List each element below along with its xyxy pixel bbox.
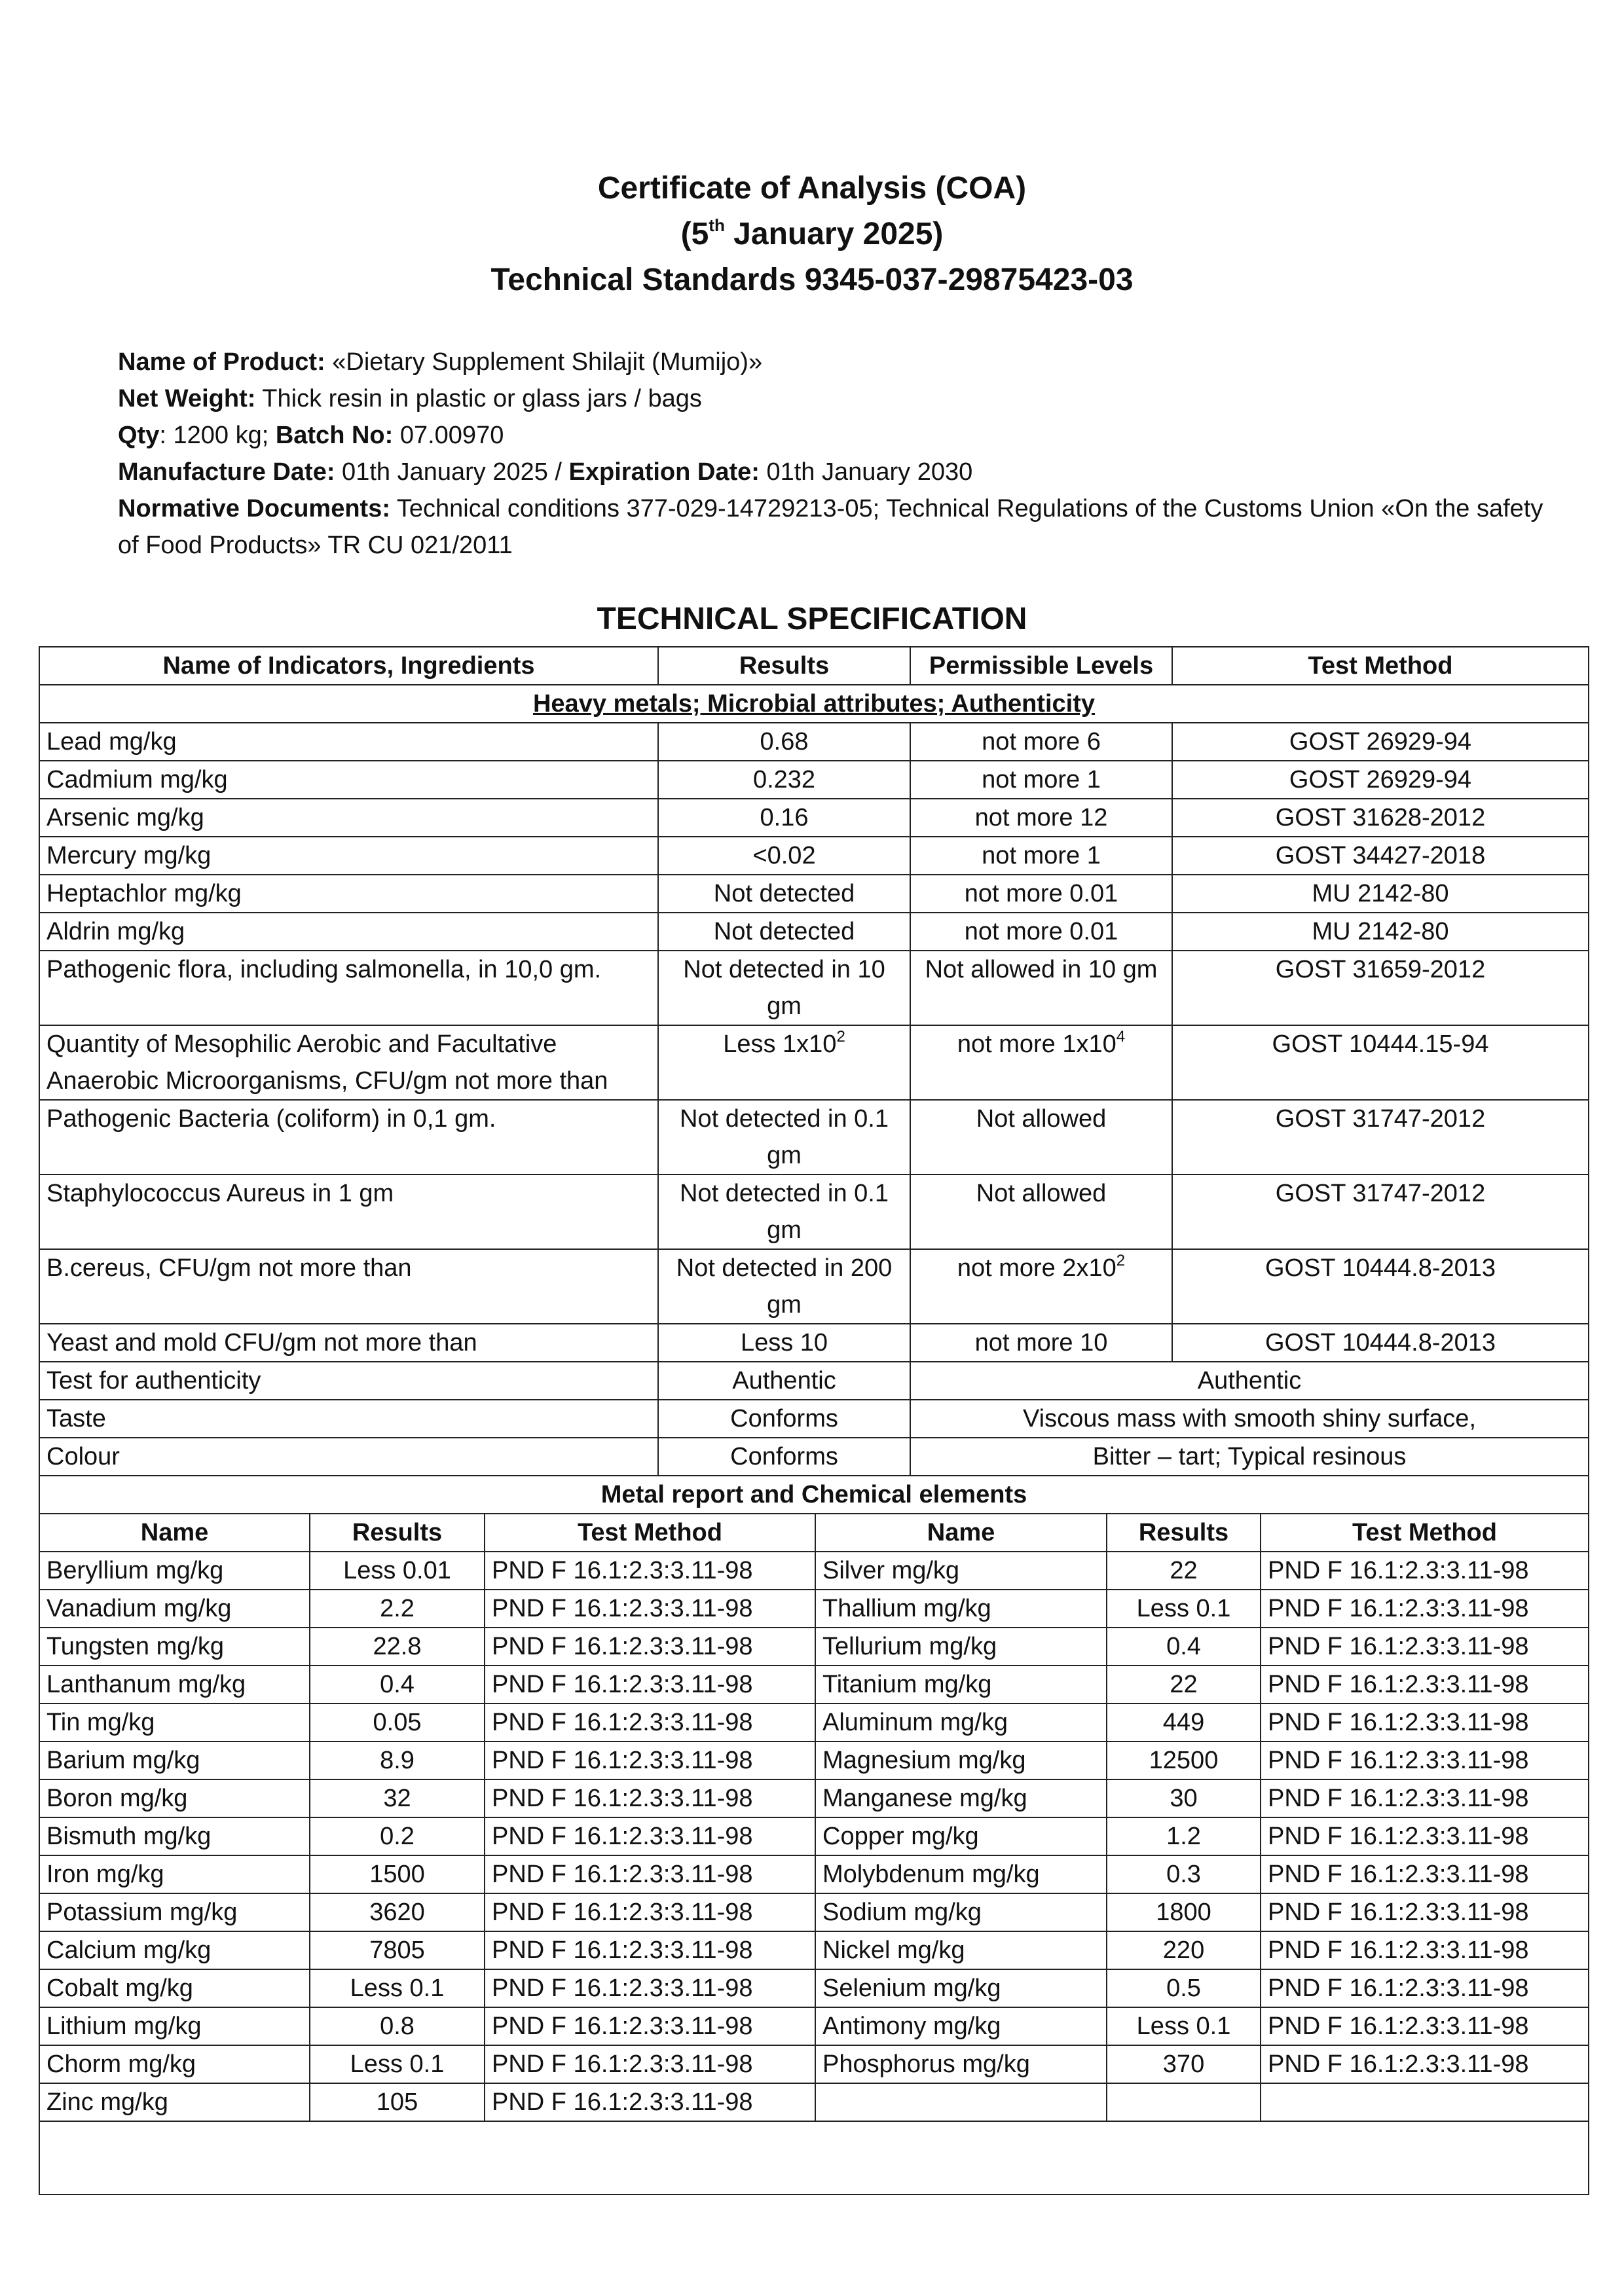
document-date: (5th January 2025) bbox=[680, 215, 944, 251]
merged-row bbox=[39, 1438, 1589, 1476]
element-name: Bismuth mg/kg bbox=[39, 1817, 310, 1855]
indicator-name: Aldrin mg/kg bbox=[39, 913, 658, 951]
element-method: PND F 16.1:2.3:3.11-98 bbox=[1261, 2045, 1589, 2083]
header-cell: Test Method bbox=[1261, 1514, 1589, 1552]
spec-row bbox=[39, 1249, 1589, 1324]
element-method: PND F 16.1:2.3:3.11-98 bbox=[1261, 1590, 1589, 1628]
element-method: PND F 16.1:2.3:3.11-98 bbox=[1261, 1741, 1589, 1779]
element-result: 2.2 bbox=[310, 1590, 485, 1628]
element-name: Barium mg/kg bbox=[39, 1741, 310, 1779]
indicator-name: Pathogenic flora, including salmonella, in 10,0 gm. bbox=[39, 951, 658, 1025]
element-name: Cobalt mg/kg bbox=[39, 1969, 310, 2007]
spec-row bbox=[39, 1025, 1589, 1100]
indicator-name: Heptachlor mg/kg bbox=[39, 875, 658, 913]
element-name: Boron mg/kg bbox=[39, 1779, 310, 1817]
result-value: 0.68 bbox=[760, 728, 809, 756]
result-cell bbox=[658, 1175, 910, 1249]
metal-row bbox=[39, 1628, 1589, 1666]
indicator-name: Yeast and mold CFU/gm not more than bbox=[39, 1324, 658, 1362]
result-value: 0.232 bbox=[752, 766, 816, 793]
element-method bbox=[1261, 2083, 1589, 2121]
element-result: 30 bbox=[1107, 1779, 1261, 1817]
result-value: <0.02 bbox=[752, 842, 816, 869]
normative-documents-line: Normative Documents: Technical conditions 377-029-14729213-05; Technical Regulations of the Customs Union «On the safety of Food Products» TR CU 021/2011 bbox=[118, 495, 1543, 559]
element-method: PND F 16.1:2.3:3.11-98 bbox=[1261, 1931, 1589, 1969]
merged-row bbox=[39, 1362, 1589, 1400]
limit-cell bbox=[910, 913, 1172, 951]
document-title: Certificate of Analysis (COA) bbox=[597, 171, 1027, 206]
header-cell: Test Method bbox=[1172, 647, 1589, 685]
indicator-name: Taste bbox=[39, 1400, 658, 1438]
metal-row bbox=[39, 1817, 1589, 1855]
indicator-name: Test for authenticity bbox=[39, 1362, 658, 1400]
header-cell: Name of Indicators, Ingredients bbox=[39, 647, 658, 685]
result-exponent: 2 bbox=[836, 1028, 845, 1046]
spec-row bbox=[39, 1175, 1589, 1249]
limit-value: not more 10 bbox=[974, 1329, 1108, 1357]
element-name: Lanthanum mg/kg bbox=[39, 1666, 310, 1704]
spec-row bbox=[39, 913, 1589, 951]
element-result bbox=[1107, 2083, 1261, 2121]
element-result: 0.4 bbox=[1107, 1628, 1261, 1666]
metal-section-row bbox=[39, 1476, 1589, 1514]
element-result: 1800 bbox=[1107, 1893, 1261, 1931]
element-result: 7805 bbox=[310, 1931, 485, 1969]
spec-heading: TECHNICAL SPECIFICATION bbox=[597, 602, 1027, 636]
indicator-name: Mercury mg/kg bbox=[39, 837, 658, 875]
section-row bbox=[39, 685, 1589, 723]
element-result: 0.8 bbox=[310, 2007, 485, 2045]
limit-value: not more 1 bbox=[982, 842, 1101, 869]
element-name: Titanium mg/kg bbox=[815, 1666, 1107, 1704]
result-value: Less 1x10 bbox=[723, 1030, 837, 1058]
metal-row bbox=[39, 1704, 1589, 1741]
limit-value: not more 1x10 bbox=[957, 1030, 1116, 1058]
merged-value-cell: Authentic bbox=[910, 1362, 1589, 1400]
spec-row bbox=[39, 837, 1589, 875]
header-cell: Name bbox=[815, 1514, 1107, 1552]
element-result: 3620 bbox=[310, 1893, 485, 1931]
metal-row bbox=[39, 2083, 1589, 2121]
element-result: 0.05 bbox=[310, 1704, 485, 1741]
metal-row bbox=[39, 1666, 1589, 1704]
element-result: Less 0.1 bbox=[1107, 2007, 1261, 2045]
method-cell: GOST 31659-2012 bbox=[1172, 951, 1589, 1025]
result-value: Less 10 bbox=[740, 1329, 828, 1357]
indicator-name: B.cereus, CFU/gm not more than bbox=[39, 1249, 658, 1324]
limit-value: not more 2x10 bbox=[957, 1254, 1116, 1282]
result-value: Not detected bbox=[713, 918, 855, 945]
element-method: PND F 16.1:2.3:3.11-98 bbox=[1261, 1666, 1589, 1704]
section-title: Heavy metals; Microbial attributes; Authenticity bbox=[532, 690, 1095, 718]
element-result: 12500 bbox=[1107, 1741, 1261, 1779]
element-method: PND F 16.1:2.3:3.11-98 bbox=[1261, 1969, 1589, 2007]
spec-row bbox=[39, 1324, 1589, 1362]
element-method: PND F 16.1:2.3:3.11-98 bbox=[1261, 1704, 1589, 1741]
element-method: PND F 16.1:2.3:3.11-98 bbox=[1261, 1893, 1589, 1931]
element-method: PND F 16.1:2.3:3.11-98 bbox=[1261, 1628, 1589, 1666]
element-name: Potassium mg/kg bbox=[39, 1893, 310, 1931]
element-method: PND F 16.1:2.3:3.11-98 bbox=[1261, 1855, 1589, 1893]
element-result: 22 bbox=[1107, 1666, 1261, 1704]
metal-row bbox=[39, 1741, 1589, 1779]
spec-row bbox=[39, 1100, 1589, 1175]
limit-cell bbox=[910, 1025, 1172, 1100]
element-result: 220 bbox=[1107, 1931, 1261, 1969]
element-result: Less 0.1 bbox=[310, 2045, 485, 2083]
product-name-line: Name of Product: «Dietary Supplement Shilajit (Mumijo)» bbox=[118, 348, 763, 376]
spec-row bbox=[39, 799, 1589, 837]
net-weight-line: Net Weight: Thick resin in plastic or glass jars / bags bbox=[118, 385, 702, 412]
element-name: Sodium mg/kg bbox=[815, 1893, 1107, 1931]
metal-row bbox=[39, 1893, 1589, 1931]
element-name: Calcium mg/kg bbox=[39, 1931, 310, 1969]
limit-cell bbox=[910, 1175, 1172, 1249]
method-cell: GOST 34427-2018 bbox=[1172, 837, 1589, 875]
element-result: 1.2 bbox=[1107, 1817, 1261, 1855]
element-result: 22 bbox=[1107, 1552, 1261, 1590]
merged-row bbox=[39, 1400, 1589, 1438]
indicator-name: Colour bbox=[39, 1438, 658, 1476]
indicator-name: Cadmium mg/kg bbox=[39, 761, 658, 799]
result-value: Not detected in 0.1 gm bbox=[680, 1105, 889, 1169]
metal-section-title: Metal report and Chemical elements bbox=[39, 1476, 1589, 1514]
result-value: Not detected in 0.1 gm bbox=[680, 1180, 889, 1244]
indicator-name: Arsenic mg/kg bbox=[39, 799, 658, 837]
element-name: Beryllium mg/kg bbox=[39, 1552, 310, 1590]
result-cell: Authentic bbox=[658, 1362, 910, 1400]
limit-cell bbox=[910, 799, 1172, 837]
result-cell bbox=[658, 1324, 910, 1362]
element-result: Less 0.1 bbox=[1107, 1590, 1261, 1628]
limit-value: Not allowed bbox=[976, 1105, 1107, 1133]
method-cell: GOST 10444.8-2013 bbox=[1172, 1324, 1589, 1362]
merged-value-cell: Bitter – tart; Typical resinous bbox=[910, 1438, 1589, 1476]
element-result: 0.4 bbox=[310, 1666, 485, 1704]
limit-cell bbox=[910, 723, 1172, 761]
method-cell: GOST 10444.15-94 bbox=[1172, 1025, 1589, 1100]
limit-cell bbox=[910, 837, 1172, 875]
indicator-name: Pathogenic Bacteria (coliform) in 0,1 gm. bbox=[39, 1100, 658, 1175]
spec-row bbox=[39, 723, 1589, 761]
header-cell: Test Method bbox=[485, 1514, 815, 1552]
spec-row bbox=[39, 951, 1589, 1025]
element-name: Phosphorus mg/kg bbox=[815, 2045, 1107, 2083]
metal-row bbox=[39, 2007, 1589, 2045]
result-cell bbox=[658, 761, 910, 799]
result-value: Not detected in 10 gm bbox=[683, 956, 885, 1020]
result-cell: Conforms bbox=[658, 1400, 910, 1438]
element-result: 0.3 bbox=[1107, 1855, 1261, 1893]
element-method: PND F 16.1:2.3:3.11-98 bbox=[1261, 1779, 1589, 1817]
metal-row bbox=[39, 1969, 1589, 2007]
element-name: Silver mg/kg bbox=[815, 1552, 1107, 1590]
merged-value-cell: Viscous mass with smooth shiny surface, bbox=[910, 1400, 1589, 1438]
element-name: Nickel mg/kg bbox=[815, 1931, 1107, 1969]
element-name: Lithium mg/kg bbox=[39, 2007, 310, 2045]
method-cell: MU 2142-80 bbox=[1172, 913, 1589, 951]
method-cell: GOST 10444.8-2013 bbox=[1172, 1249, 1589, 1324]
element-name: Selenium mg/kg bbox=[815, 1969, 1107, 2007]
metal-table bbox=[39, 1513, 1589, 2195]
element-method: PND F 16.1:2.3:3.11-98 bbox=[1261, 2007, 1589, 2045]
spec-row bbox=[39, 875, 1589, 913]
element-result: Less 0.1 bbox=[310, 1969, 485, 2007]
element-method: PND F 16.1:2.3:3.11-98 bbox=[485, 1590, 815, 1628]
result-cell bbox=[658, 1025, 910, 1100]
element-result: 370 bbox=[1107, 2045, 1261, 2083]
header-cell: Results bbox=[310, 1514, 485, 1552]
element-method: PND F 16.1:2.3:3.11-98 bbox=[485, 1666, 815, 1704]
element-name: Tellurium mg/kg bbox=[815, 1628, 1107, 1666]
result-cell bbox=[658, 723, 910, 761]
result-value: Not detected bbox=[713, 880, 855, 907]
element-method: PND F 16.1:2.3:3.11-98 bbox=[485, 1779, 815, 1817]
element-method: PND F 16.1:2.3:3.11-98 bbox=[1261, 1817, 1589, 1855]
element-method: PND F 16.1:2.3:3.11-98 bbox=[485, 1893, 815, 1931]
result-cell bbox=[658, 1100, 910, 1175]
element-result: 0.5 bbox=[1107, 1969, 1261, 2007]
header-cell: Permissible Levels bbox=[910, 647, 1172, 685]
method-cell: GOST 31747-2012 bbox=[1172, 1175, 1589, 1249]
limit-value: Not allowed in 10 gm bbox=[925, 956, 1158, 983]
result-value: 0.16 bbox=[760, 804, 809, 831]
element-result: Less 0.01 bbox=[310, 1552, 485, 1590]
element-method: PND F 16.1:2.3:3.11-98 bbox=[485, 1552, 815, 1590]
blank-footer-row bbox=[39, 2121, 1589, 2195]
element-method: PND F 16.1:2.3:3.11-98 bbox=[485, 1931, 815, 1969]
qty-batch-line: Qty: 1200 kg; Batch No: 07.00970 bbox=[118, 422, 504, 449]
indicator-name: Staphylococcus Aureus in 1 gm bbox=[39, 1175, 658, 1249]
limit-value: not more 12 bbox=[974, 804, 1108, 831]
method-cell: MU 2142-80 bbox=[1172, 875, 1589, 913]
metal-row bbox=[39, 1855, 1589, 1893]
element-name: Copper mg/kg bbox=[815, 1817, 1107, 1855]
element-method: PND F 16.1:2.3:3.11-98 bbox=[485, 1704, 815, 1741]
metal-row bbox=[39, 1552, 1589, 1590]
technical-standards: Technical Standards 9345-037-29875423-03 bbox=[490, 263, 1134, 297]
method-cell: GOST 26929-94 bbox=[1172, 761, 1589, 799]
element-result: 32 bbox=[310, 1779, 485, 1817]
element-method: PND F 16.1:2.3:3.11-98 bbox=[485, 1855, 815, 1893]
result-cell bbox=[658, 799, 910, 837]
product-info bbox=[118, 344, 1559, 564]
element-name: Iron mg/kg bbox=[39, 1855, 310, 1893]
metal-header-row bbox=[39, 1514, 1589, 1552]
result-cell bbox=[658, 913, 910, 951]
result-value: Not detected in 200 gm bbox=[676, 1254, 893, 1319]
limit-value: not more 0.01 bbox=[964, 880, 1118, 907]
result-cell bbox=[658, 875, 910, 913]
limit-value: not more 6 bbox=[982, 728, 1101, 756]
element-name: Aluminum mg/kg bbox=[815, 1704, 1107, 1741]
indicator-name: Quantity of Mesophilic Aerobic and Facultative Anaerobic Microorganisms, CFU/gm not more than bbox=[39, 1025, 658, 1100]
limit-cell bbox=[910, 951, 1172, 1025]
element-result: 1500 bbox=[310, 1855, 485, 1893]
metal-row bbox=[39, 2045, 1589, 2083]
element-method: PND F 16.1:2.3:3.11-98 bbox=[485, 1628, 815, 1666]
element-name: Antimony mg/kg bbox=[815, 2007, 1107, 2045]
method-cell: GOST 31628-2012 bbox=[1172, 799, 1589, 837]
element-result: 105 bbox=[310, 2083, 485, 2121]
metal-row bbox=[39, 1931, 1589, 1969]
element-method: PND F 16.1:2.3:3.11-98 bbox=[1261, 1552, 1589, 1590]
element-method: PND F 16.1:2.3:3.11-98 bbox=[485, 1741, 815, 1779]
element-result: 8.9 bbox=[310, 1741, 485, 1779]
element-method: PND F 16.1:2.3:3.11-98 bbox=[485, 2045, 815, 2083]
result-cell: Conforms bbox=[658, 1438, 910, 1476]
element-name: Vanadium mg/kg bbox=[39, 1590, 310, 1628]
metal-row bbox=[39, 1779, 1589, 1817]
element-name: Zinc mg/kg bbox=[39, 2083, 310, 2121]
header-cell: Results bbox=[658, 647, 910, 685]
indicator-name: Lead mg/kg bbox=[39, 723, 658, 761]
limit-cell bbox=[910, 1324, 1172, 1362]
limit-value: Not allowed bbox=[976, 1180, 1107, 1207]
element-method: PND F 16.1:2.3:3.11-98 bbox=[485, 1817, 815, 1855]
element-name: Molybdenum mg/kg bbox=[815, 1855, 1107, 1893]
element-name: Tin mg/kg bbox=[39, 1704, 310, 1741]
limit-cell bbox=[910, 875, 1172, 913]
element-name: Magnesium mg/kg bbox=[815, 1741, 1107, 1779]
element-name: Chorm mg/kg bbox=[39, 2045, 310, 2083]
element-method: PND F 16.1:2.3:3.11-98 bbox=[485, 2007, 815, 2045]
element-name: Tungsten mg/kg bbox=[39, 1628, 310, 1666]
spec-table bbox=[39, 646, 1589, 1514]
element-result: 22.8 bbox=[310, 1628, 485, 1666]
element-name: Thallium mg/kg bbox=[815, 1590, 1107, 1628]
element-result: 0.2 bbox=[310, 1817, 485, 1855]
limit-cell bbox=[910, 761, 1172, 799]
element-method: PND F 16.1:2.3:3.11-98 bbox=[485, 1969, 815, 2007]
limit-exponent: 4 bbox=[1116, 1028, 1126, 1046]
header-cell: Results bbox=[1107, 1514, 1261, 1552]
limit-value: not more 0.01 bbox=[964, 918, 1118, 945]
result-cell bbox=[658, 837, 910, 875]
limit-exponent: 2 bbox=[1116, 1252, 1126, 1269]
limit-cell bbox=[910, 1100, 1172, 1175]
element-name bbox=[815, 2083, 1107, 2121]
dates-line: Manufacture Date: 01th January 2025 / Expiration Date: 01th January 2030 bbox=[118, 458, 973, 486]
method-cell: GOST 26929-94 bbox=[1172, 723, 1589, 761]
element-result: 449 bbox=[1107, 1704, 1261, 1741]
header-cell: Name bbox=[39, 1514, 310, 1552]
limit-value: not more 1 bbox=[982, 766, 1101, 793]
element-method: PND F 16.1:2.3:3.11-98 bbox=[485, 2083, 815, 2121]
result-cell bbox=[658, 1249, 910, 1324]
result-cell bbox=[658, 951, 910, 1025]
method-cell: GOST 31747-2012 bbox=[1172, 1100, 1589, 1175]
element-name: Manganese mg/kg bbox=[815, 1779, 1107, 1817]
spec-row bbox=[39, 761, 1589, 799]
spec-header-row bbox=[39, 647, 1589, 685]
limit-cell bbox=[910, 1249, 1172, 1324]
metal-row bbox=[39, 1590, 1589, 1628]
